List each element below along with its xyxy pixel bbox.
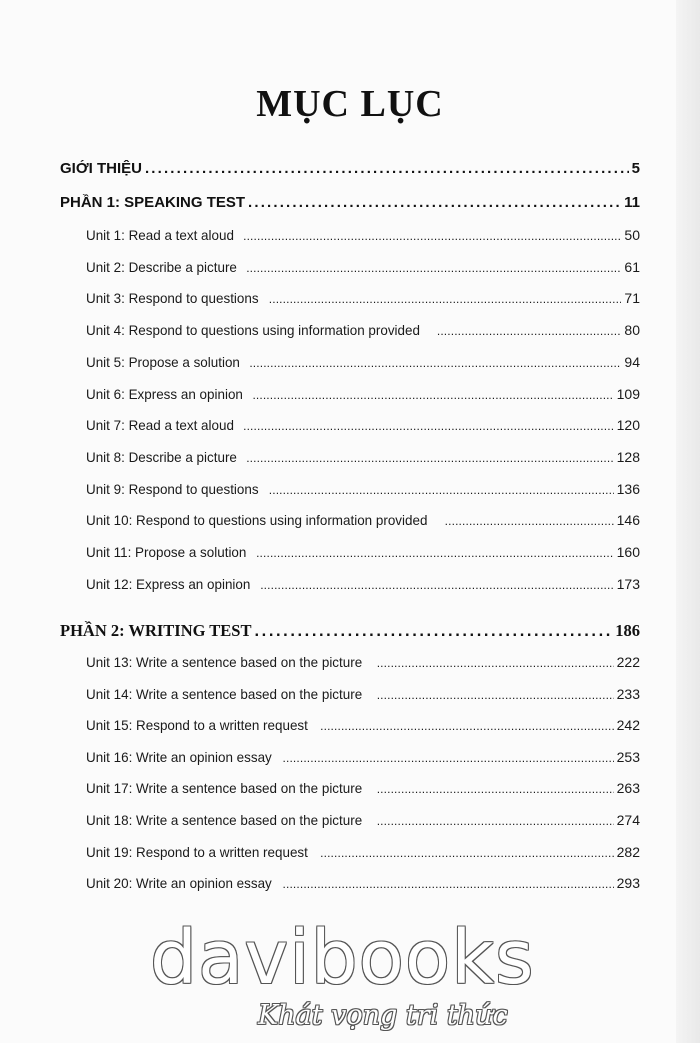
toc-entry-unit[interactable]: [86, 354, 640, 370]
dot-leader: [249, 354, 621, 370]
toc-entry-unit[interactable]: [86, 417, 640, 433]
dot-leader: [283, 875, 614, 891]
toc-entry-label: PHẦN 1: SPEAKING TEST: [60, 194, 246, 211]
toc-entry-label: Unit 7: Read a text aloud: [86, 417, 234, 434]
toc-entry-unit[interactable]: [86, 654, 640, 670]
dot-leader: [246, 449, 613, 465]
toc-entry-page: 50: [624, 227, 640, 243]
toc-entry-unit[interactable]: [86, 227, 640, 243]
dot-leader: [320, 844, 614, 860]
toc-entry-label: Unit 20: Write an opinion essay: [86, 875, 272, 892]
toc-entry-label: Unit 12: Express an opinion: [86, 575, 251, 592]
toc-entry-label: Unit 10: Respond to questions using information provided: [86, 512, 428, 529]
page-title: MỤC LỤC: [256, 83, 444, 125]
dot-leader: [377, 654, 614, 670]
dot-leader: [269, 290, 622, 306]
dot-leader: [145, 160, 629, 177]
toc-entry-unit[interactable]: [86, 780, 640, 796]
toc-entry-page: 136: [616, 480, 640, 497]
toc-entry-unit[interactable]: [86, 449, 640, 465]
toc-entry-label: GIỚI THIỆU: [60, 160, 142, 177]
watermark-slogan: Khát vọng tri thức: [258, 1000, 508, 1031]
toc-entry-page: 242: [616, 717, 640, 734]
dot-leader: [320, 717, 614, 733]
dot-leader: [243, 417, 614, 433]
toc-entry-page: 233: [616, 685, 640, 702]
toc-entry-label: Unit 14: Write a sentence based on the picture: [86, 685, 363, 702]
toc-entry-intro[interactable]: [60, 160, 640, 177]
toc-entry-label: Unit 5: Propose a solution: [86, 353, 240, 370]
toc-entry-label: Unit 15: Respond to a written request: [86, 717, 308, 734]
toc-entry-page: 222: [616, 654, 640, 670]
toc-entry-unit[interactable]: [86, 386, 640, 402]
dot-leader: [445, 512, 614, 528]
dot-leader: [437, 322, 622, 338]
toc-entry-page: 173: [616, 575, 640, 592]
toc-entry-part2[interactable]: [60, 621, 640, 641]
toc-entry-page: 120: [616, 417, 640, 434]
dot-leader: [256, 544, 614, 560]
toc-entry-page: 293: [616, 875, 640, 892]
dot-leader: [243, 227, 621, 243]
toc-entry-page: 80: [624, 322, 640, 339]
toc-entry-unit[interactable]: [86, 259, 640, 275]
toc-entry-unit[interactable]: [86, 749, 640, 765]
toc-entry-unit[interactable]: [86, 512, 640, 528]
toc-entry-unit[interactable]: [86, 686, 640, 702]
toc-entry-unit[interactable]: [86, 844, 640, 860]
dot-leader: [283, 749, 614, 765]
toc-entry-page: 94: [624, 353, 640, 370]
toc-entry-page: 282: [616, 843, 640, 860]
toc-entry-label: Unit 17: Write a sentence based on the picture: [86, 780, 363, 797]
dot-leader: [377, 780, 614, 796]
dot-leader: [252, 386, 613, 402]
toc-entry-part1[interactable]: [60, 194, 640, 211]
toc-entry-page: 186: [615, 621, 640, 640]
toc-entry-unit[interactable]: [86, 481, 640, 497]
toc-entry-page: 253: [616, 748, 640, 765]
toc-entry-label: Unit 8: Describe a picture: [86, 448, 237, 465]
toc-entry-page: 109: [616, 385, 640, 402]
toc-entry-label: Unit 6: Express an opinion: [86, 385, 243, 402]
dot-leader: [248, 194, 621, 211]
dot-leader: [269, 481, 614, 497]
toc-entry-label: Unit 2: Describe a picture: [86, 258, 237, 275]
toc-entry-label: Unit 13: Write a sentence based on the picture: [86, 654, 363, 670]
toc-entry-label: Unit 9: Respond to questions: [86, 480, 259, 497]
toc-entry-unit[interactable]: [86, 875, 640, 891]
toc-entry-page: 274: [616, 812, 640, 828]
toc-entry-label: Unit 19: Respond to a written request: [86, 843, 308, 860]
dot-leader: [377, 812, 614, 828]
toc-entry-unit[interactable]: [86, 812, 640, 828]
toc-entry-unit[interactable]: [86, 322, 640, 338]
toc-entry-unit[interactable]: [86, 576, 640, 592]
toc-entry-page: 128: [616, 448, 640, 465]
page-edge-shadow: [676, 0, 700, 1043]
toc-entry-label: Unit 18: Write a sentence based on the picture: [86, 812, 363, 828]
toc-entry-label: Unit 16: Write an opinion essay: [86, 748, 272, 765]
dot-leader: [254, 622, 612, 641]
toc-entry-label: Unit 3: Respond to questions: [86, 290, 259, 307]
toc-entry-label: Unit 11: Propose a solution: [86, 544, 247, 560]
dot-leader: [377, 686, 614, 702]
toc-entry-page: 71: [624, 290, 640, 307]
toc-entry-unit[interactable]: [86, 544, 640, 560]
toc-entry-page: 61: [624, 258, 640, 275]
dot-leader: [246, 259, 621, 275]
dot-leader: [260, 576, 613, 592]
toc-entry-page: 5: [631, 160, 640, 177]
watermark-brand-logo: davibooks: [150, 915, 535, 1001]
toc-entry-page: 263: [616, 780, 640, 797]
toc-entry-unit[interactable]: [86, 717, 640, 733]
toc-entry-label: Unit 1: Read a text aloud: [86, 227, 234, 243]
toc-entry-unit[interactable]: [86, 290, 640, 306]
toc-entry-page: 146: [616, 512, 640, 529]
toc-entry-page: 160: [616, 544, 640, 560]
toc-entry-label: Unit 4: Respond to questions using information provided: [86, 322, 420, 339]
toc-entry-label: PHẦN 2: WRITING TEST: [60, 621, 252, 640]
toc-entry-page: 11: [624, 194, 640, 211]
